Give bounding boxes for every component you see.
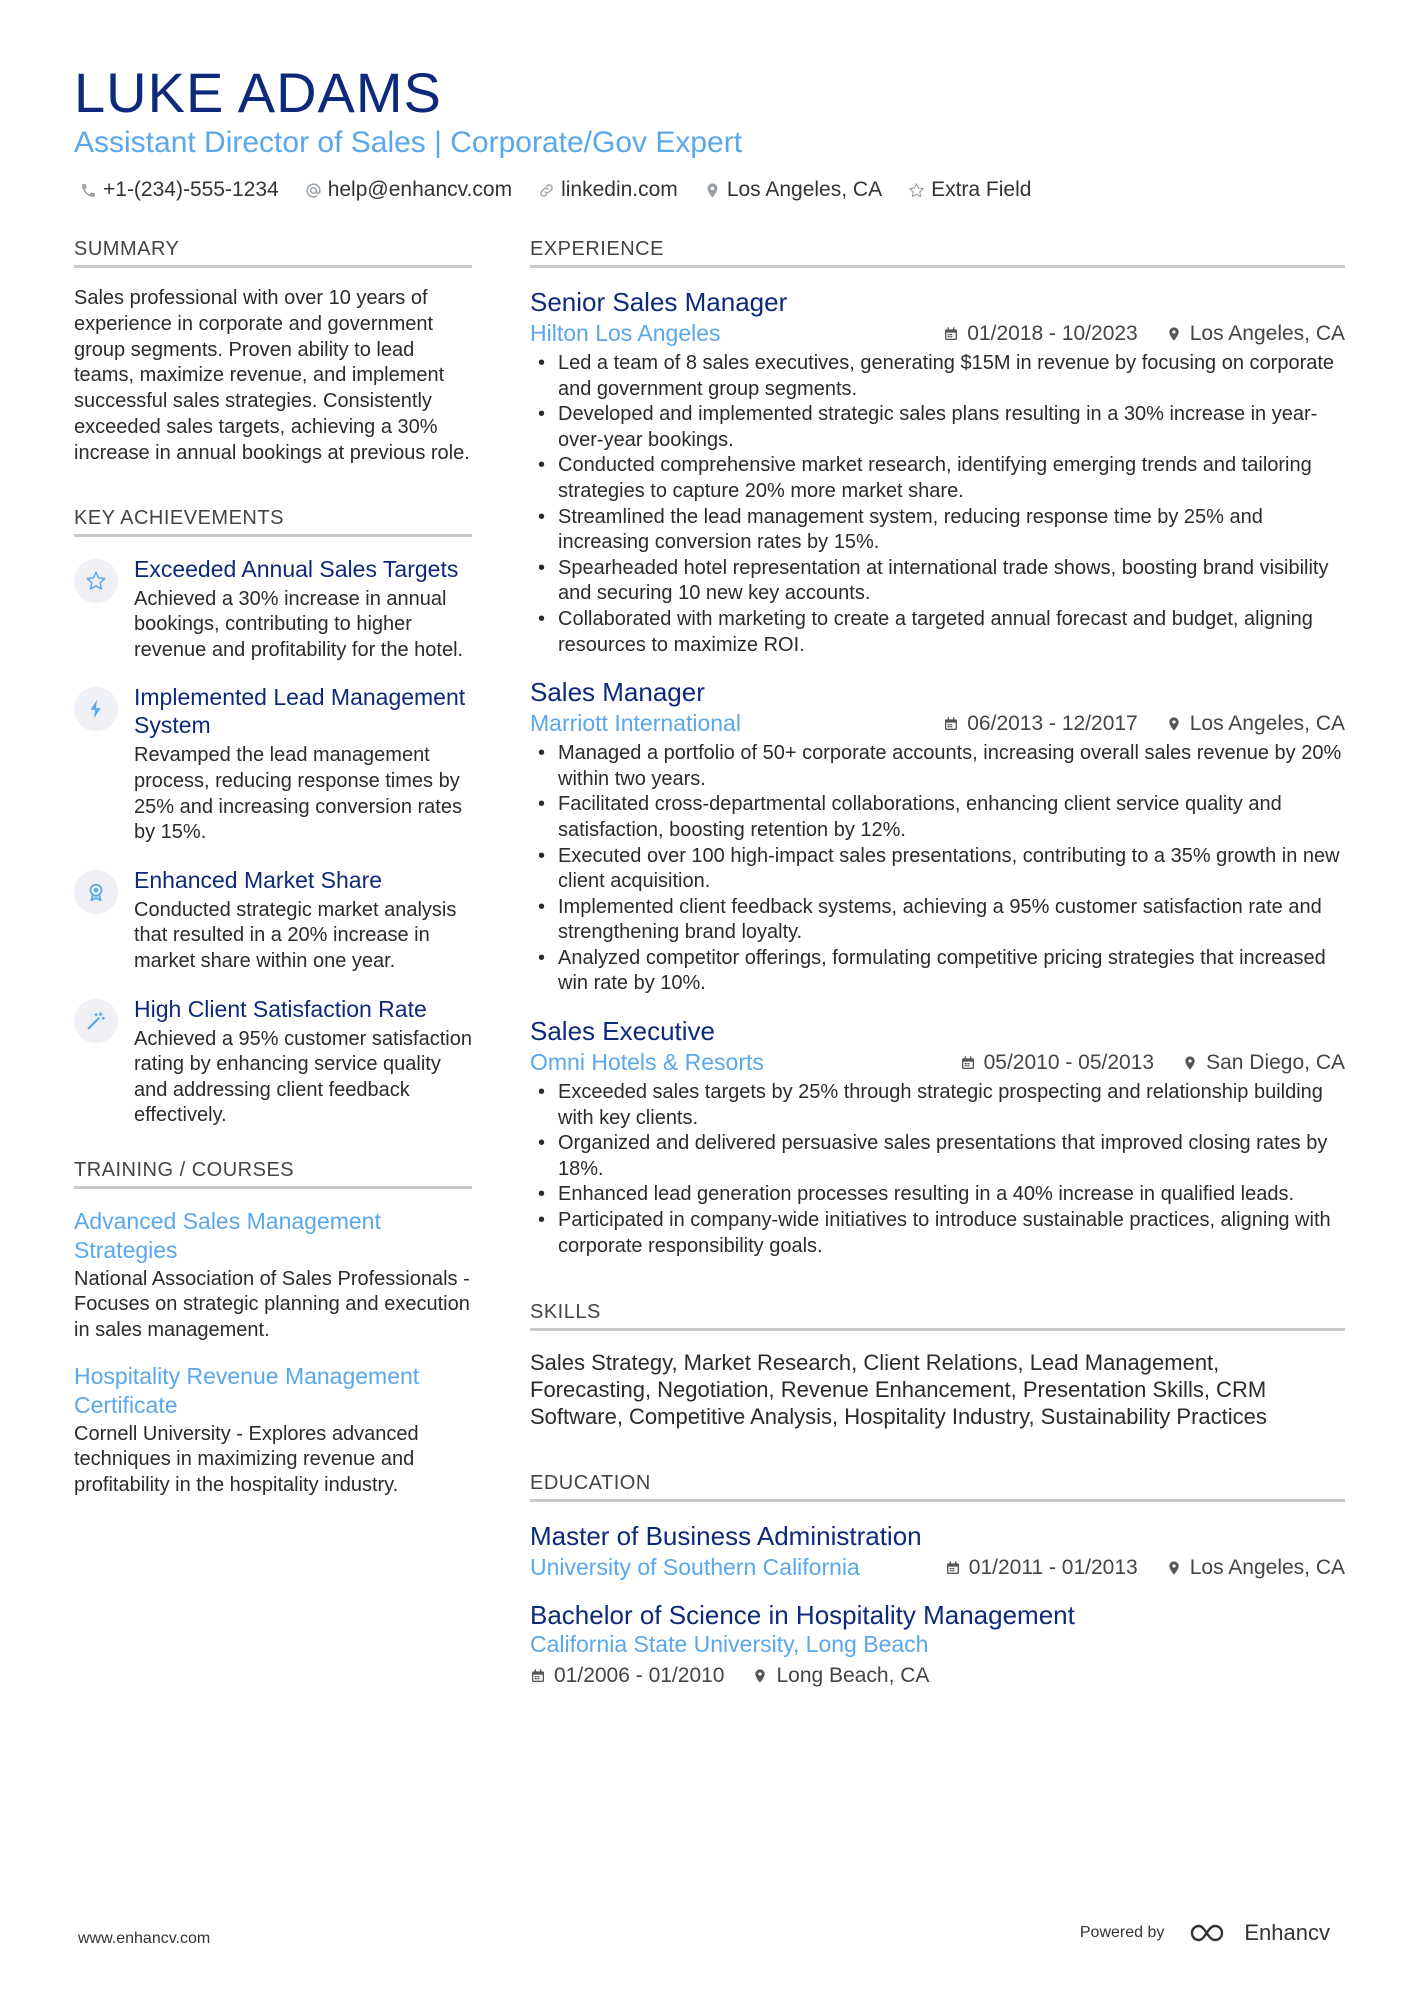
contact-text: help@enhancv.com xyxy=(327,178,513,201)
school-name: University of Southern California xyxy=(530,1554,860,1581)
skills-section xyxy=(530,1301,1345,1430)
footer-website[interactable]: www.enhancv.com xyxy=(78,1930,211,1947)
bullet-item: • Participated in company-wide initiatives to introduce sustainable practices, aligning with corporate responsibility goals. xyxy=(530,1208,1345,1259)
bullet-item: • Managed a portfolio of 50+ corporate accounts, increasing overall sales revenue by 20% within two years. xyxy=(530,741,1345,792)
powered-by-label: Powered by xyxy=(1079,1924,1165,1941)
contact-location xyxy=(704,178,882,202)
skills-text: Sales Strategy, Market Research, Client Relations, Lead Management, Forecasting, Negotiation, Revenue Enhancement, Presentation Skills, CRM Software, Competitive Analysis, Hospitality Industry, Sustainability Practices xyxy=(530,1350,1267,1430)
edu-location-text: Los Angeles, CA xyxy=(1189,1555,1345,1579)
education-entry xyxy=(530,1599,1345,1688)
location-icon xyxy=(1166,326,1182,342)
contact-bar xyxy=(80,178,1031,202)
job-dates xyxy=(960,1051,1154,1075)
job-bullets xyxy=(530,741,1345,997)
location-icon xyxy=(1166,716,1182,732)
job-entry xyxy=(530,286,1345,658)
achievement-item xyxy=(74,683,472,845)
contact-phone xyxy=(80,178,279,202)
achievement-item xyxy=(74,866,472,975)
section-heading: TRAINING / COURSES xyxy=(74,1159,472,1189)
edu-location xyxy=(752,1664,929,1688)
edu-location xyxy=(1166,1556,1345,1580)
award-icon xyxy=(85,881,107,903)
brand-name: Enhancv xyxy=(1244,1920,1330,1945)
contact-text: linkedin.com xyxy=(561,178,678,201)
achievements-section xyxy=(74,507,472,1129)
calendar-icon xyxy=(530,1668,546,1684)
section-heading: KEY ACHIEVEMENTS xyxy=(74,507,472,537)
bullet-item: • Organized and delivered persuasive sales presentations that improved closing rates by 18%. xyxy=(530,1131,1345,1182)
edu-location-text: Long Beach, CA xyxy=(776,1664,930,1688)
bullet-item: • Implemented client feedback systems, achieving a 95% customer satisfaction rate and strengthening brand loyalty. xyxy=(530,895,1345,946)
candidate-title: Assistant Director of Sales | Corporate/Gov Expert xyxy=(74,126,743,159)
calendar-icon xyxy=(943,716,959,732)
calendar-icon xyxy=(943,326,959,342)
achievement-desc: Conducted strategic market analysis that resulted in a 20% increase in market share within one year. xyxy=(134,898,457,972)
lightning-icon xyxy=(85,698,107,720)
experience-section xyxy=(530,238,1345,1259)
course-title: Hospitality Revenue Management Certificate xyxy=(74,1362,420,1418)
job-location-text: San Diego, CA xyxy=(1206,1050,1345,1074)
summary-text: Sales professional with over 10 years of experience in corporate and government group segments. Proven ability to lead teams, maximize revenue, and implement successful sales strategies. Consistently exceeded sales targets, achieving a 30% increase in annual bookings at previous role. xyxy=(74,287,470,464)
calendar-icon xyxy=(960,1055,976,1071)
edu-dates-text: 01/2011 - 01/2013 xyxy=(968,1555,1138,1579)
bullet-item: • Analyzed competitor offerings, formulating competitive pricing strategies that increased win rate by 10%. xyxy=(530,946,1345,997)
job-location xyxy=(1182,1051,1345,1075)
phone-icon xyxy=(80,182,97,199)
job-entry xyxy=(530,676,1345,997)
job-location-text: Los Angeles, CA xyxy=(1189,321,1345,345)
training-section xyxy=(74,1159,472,1499)
achievement-item xyxy=(74,995,472,1129)
bullet-item: • Spearheaded hotel representation at international trade shows, boosting brand visibility and securing 10 new key accounts. xyxy=(530,556,1345,607)
bullet-item: • Executed over 100 high-impact sales presentations, contributing to a 35% growth in new client acquisition. xyxy=(530,844,1345,895)
section-heading: SUMMARY xyxy=(74,238,472,268)
edu-dates xyxy=(945,1556,1138,1580)
section-heading: EDUCATION xyxy=(530,1472,1345,1502)
location-icon xyxy=(704,182,721,199)
job-dates-text: 05/2010 - 05/2013 xyxy=(983,1050,1155,1074)
location-icon xyxy=(752,1668,768,1684)
achievement-desc: Achieved a 95% customer satisfaction rating by enhancing service quality and addressing client feedback effectively. xyxy=(134,1027,472,1127)
job-location xyxy=(1166,322,1345,346)
company-name: Omni Hotels & Resorts xyxy=(530,1049,764,1076)
location-icon xyxy=(1166,1560,1182,1576)
achievement-desc: Revamped the lead management process, reducing response times by 25% and increasing conversion rates by 15%. xyxy=(134,744,462,844)
achievement-icon-circle xyxy=(74,999,118,1043)
company-name: Marriott International xyxy=(530,710,741,737)
job-location-text: Los Angeles, CA xyxy=(1189,711,1345,735)
achievement-title: Enhanced Market Share xyxy=(134,866,383,893)
job-title: Sales Executive xyxy=(530,1016,715,1047)
job-dates xyxy=(943,322,1137,346)
brand-logo[interactable] xyxy=(1188,1920,1330,1946)
achievement-title: High Client Satisfaction Rate xyxy=(134,995,427,1022)
link-icon xyxy=(538,182,555,199)
edu-dates-text: 01/2006 - 01/2010 xyxy=(554,1664,725,1688)
section-heading: EXPERIENCE xyxy=(530,238,1345,268)
achievement-icon-circle xyxy=(74,687,118,731)
bullet-item: • Streamlined the lead management system, reducing response time by 25% and increasing conversion rates by 15%. xyxy=(530,505,1345,556)
degree-title: Bachelor of Science in Hospitality Management xyxy=(530,1600,1075,1631)
section-heading: SKILLS xyxy=(530,1301,1345,1331)
education-entry xyxy=(530,1520,1345,1581)
achievement-title: Implemented Lead Management System xyxy=(134,684,466,739)
bullet-item: • Developed and implemented strategic sales plans resulting in a 30% increase in year-over-year bookings. xyxy=(530,402,1345,453)
calendar-icon xyxy=(945,1560,961,1576)
job-location xyxy=(1166,712,1345,736)
contact-text: +1-(234)-555-1234 xyxy=(103,178,279,201)
education-section xyxy=(530,1472,1345,1688)
job-bullets xyxy=(530,1080,1345,1259)
contact-email[interactable] xyxy=(305,178,512,202)
achievement-icon-circle xyxy=(74,870,118,914)
bullet-item: • Enhanced lead generation processes resulting in a 40% increase in qualified leads. xyxy=(530,1182,1345,1208)
bullet-item: • Exceeded sales targets by 25% through strategic prospecting and relationship building with key clients. xyxy=(530,1080,1345,1131)
course-title: Advanced Sales Management Strategies xyxy=(74,1207,381,1263)
edu-dates xyxy=(530,1664,724,1688)
school-name: California State University, Long Beach xyxy=(530,1631,929,1658)
job-title: Sales Manager xyxy=(530,677,705,708)
degree-title: Master of Business Administration xyxy=(530,1521,922,1552)
company-name: Hilton Los Angeles xyxy=(530,320,721,346)
summary-section xyxy=(74,238,472,467)
course-desc: Cornell University - Explores advanced techniques in maximizing revenue and profitability in the hospitality industry. xyxy=(74,1422,419,1496)
location-icon xyxy=(1182,1055,1198,1071)
job-entry xyxy=(530,1015,1345,1259)
job-title: Senior Sales Manager xyxy=(530,287,788,317)
achievement-item xyxy=(74,555,472,664)
achievement-desc: Achieved a 30% increase in annual bookings, contributing to higher revenue and profitability for the hotel. xyxy=(134,587,464,661)
course-desc: National Association of Sales Professionals - Focuses on strategic planning and execution in sales management. xyxy=(74,1267,470,1342)
bullet-item: • Collaborated with marketing to create a targeted annual forecast and budget, aligning resources to maximize ROI. xyxy=(530,607,1345,658)
enhancv-logo-icon xyxy=(1188,1921,1234,1945)
bullet-item: • Facilitated cross-departmental collaborations, enhancing client service quality and satisfaction, boosting retention by 12%. xyxy=(530,792,1345,843)
star-icon xyxy=(85,570,107,592)
right-column xyxy=(530,238,1345,1688)
contact-extra xyxy=(908,178,1031,202)
job-dates-text: 01/2018 - 10/2023 xyxy=(967,321,1138,345)
job-dates xyxy=(943,712,1137,736)
achievement-icon-circle xyxy=(74,559,118,603)
magic-wand-icon xyxy=(85,1010,107,1032)
bullet-item: • Led a team of 8 sales executives, generating $15M in revenue by focusing on corporate and government group segments. xyxy=(530,351,1345,402)
footer-branding xyxy=(1080,1920,1330,1946)
star-icon xyxy=(908,182,925,199)
at-icon xyxy=(305,182,322,199)
left-column xyxy=(74,238,472,1498)
contact-text: Los Angeles, CA xyxy=(726,178,883,201)
achievement-title: Exceeded Annual Sales Targets xyxy=(134,555,459,582)
contact-text: Extra Field xyxy=(931,178,1032,201)
course-item xyxy=(74,1207,472,1344)
job-dates-text: 06/2013 - 12/2017 xyxy=(967,711,1138,735)
course-item xyxy=(74,1362,472,1499)
contact-linkedin[interactable] xyxy=(538,178,678,202)
job-bullets xyxy=(530,351,1345,658)
candidate-name: LUKE ADAMS xyxy=(74,61,442,124)
bullet-item: • Conducted comprehensive market research, identifying emerging trends and tailoring strategies to capture 20% more market share. xyxy=(530,453,1345,504)
